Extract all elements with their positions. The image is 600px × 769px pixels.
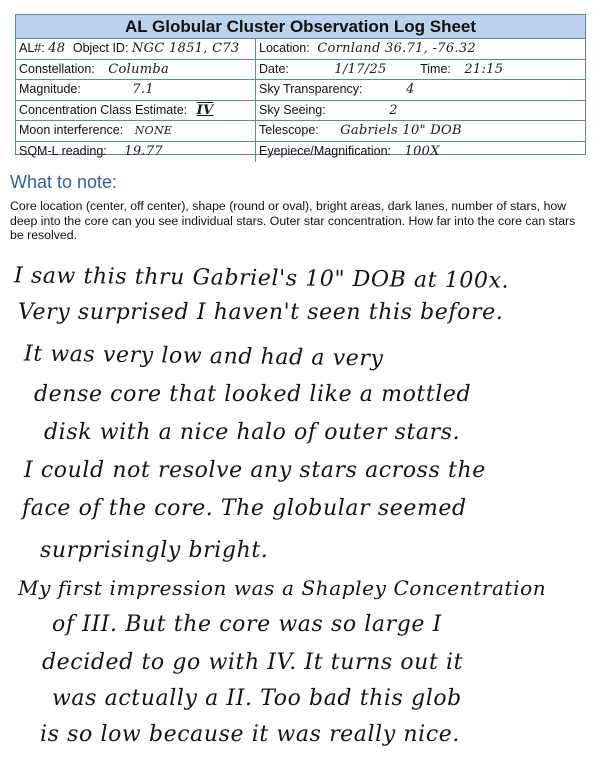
al-object-cell xyxy=(16,39,256,59)
concentration-cell xyxy=(16,101,256,121)
note-line: I could not resolve any stars across the xyxy=(24,458,486,483)
date-value: 1/17/25 xyxy=(334,61,387,77)
concentration-class-label: Concentration Class Estimate: xyxy=(19,102,188,117)
note-line: I saw this thru Gabriel's 10" DOB at 100x. xyxy=(13,263,510,294)
note-line: decided to go with IV. It turns out it xyxy=(42,650,464,675)
moon-interference-value: NONE xyxy=(134,124,173,138)
note-line: of III. But the core was so large I xyxy=(52,612,442,637)
eyepiece-value: 100X xyxy=(404,143,440,159)
note-line: My first impression was a Shapley Concentration xyxy=(18,576,547,600)
note-line: surprisingly bright. xyxy=(40,538,269,563)
log-header-table xyxy=(15,14,586,159)
location-value: Cornland 36.71, -76.32 xyxy=(317,41,477,56)
al-number-value: 48 xyxy=(48,41,66,56)
object-id-label: Object ID: xyxy=(72,41,129,55)
telescope-cell xyxy=(256,121,585,141)
sky-seeing-label: Sky Seeing: xyxy=(259,102,326,117)
sky-transparency-value: 4 xyxy=(406,82,415,98)
constellation-cell xyxy=(16,60,256,80)
magnitude-label: Magnitude: xyxy=(19,82,81,97)
concentration-class-value: IV xyxy=(196,102,214,118)
moon-interference-label: Moon interference: xyxy=(19,123,124,138)
date-time-cell xyxy=(256,60,585,80)
telescope-value: Gabriels 10" DOB xyxy=(340,123,462,139)
table-row xyxy=(16,101,585,122)
location-label: Location: xyxy=(259,41,310,55)
magnitude-cell xyxy=(16,80,256,100)
sky-seeing-value: 2 xyxy=(389,102,398,118)
location-cell xyxy=(256,39,585,59)
sqm-cell xyxy=(16,142,256,162)
time-label: Time: xyxy=(420,61,451,76)
object-id-value: NGC 1851, C73 xyxy=(131,41,240,56)
table-row xyxy=(16,121,585,142)
sky-seeing-cell xyxy=(256,101,585,121)
sheet-title: AL Globular Cluster Observation Log Sheet xyxy=(16,15,585,39)
table-row xyxy=(16,60,585,81)
table-row xyxy=(16,142,585,162)
note-line: Very surprised I haven't seen this before. xyxy=(18,300,504,325)
eyepiece-label: Eyepiece/Magnification: xyxy=(259,143,392,158)
note-line: disk with a nice halo of outer stars. xyxy=(44,420,461,445)
magnitude-value: 7.1 xyxy=(132,82,154,98)
note-line: was actually a II. Too bad this glob xyxy=(52,686,462,711)
eyepiece-cell xyxy=(256,142,585,162)
sqm-reading-value: 19.77 xyxy=(124,143,163,159)
sky-transparency-label: Sky Transparency: xyxy=(259,82,363,97)
table-row xyxy=(16,39,585,60)
date-label: Date: xyxy=(259,61,289,76)
constellation-value: Columba xyxy=(108,61,170,77)
table-row xyxy=(16,80,585,101)
sky-transparency-cell xyxy=(256,80,585,100)
telescope-label: Telescope: xyxy=(259,123,319,138)
al-number-label: AL#: xyxy=(19,41,45,55)
note-line: dense core that looked like a mottled xyxy=(34,382,472,407)
note-line: face of the core. The globular seemed xyxy=(22,496,467,521)
note-line: It was very low and had a very xyxy=(23,341,384,372)
time-value: 21:15 xyxy=(464,61,504,77)
what-to-note-instructions: Core location (center, off center), shape (round or oval), bright areas, dark lanes, number of stars, how deep into the core can you see individual stars. Outer star concentration. How far into the core can stars be resolved. xyxy=(10,199,576,242)
moon-cell xyxy=(16,121,256,141)
note-line: is so low because it was really nice. xyxy=(40,722,460,747)
sqm-reading-label: SQM-L reading: xyxy=(19,143,107,158)
what-to-note-heading: What to note: xyxy=(10,172,118,192)
constellation-label: Constellation: xyxy=(19,61,95,76)
